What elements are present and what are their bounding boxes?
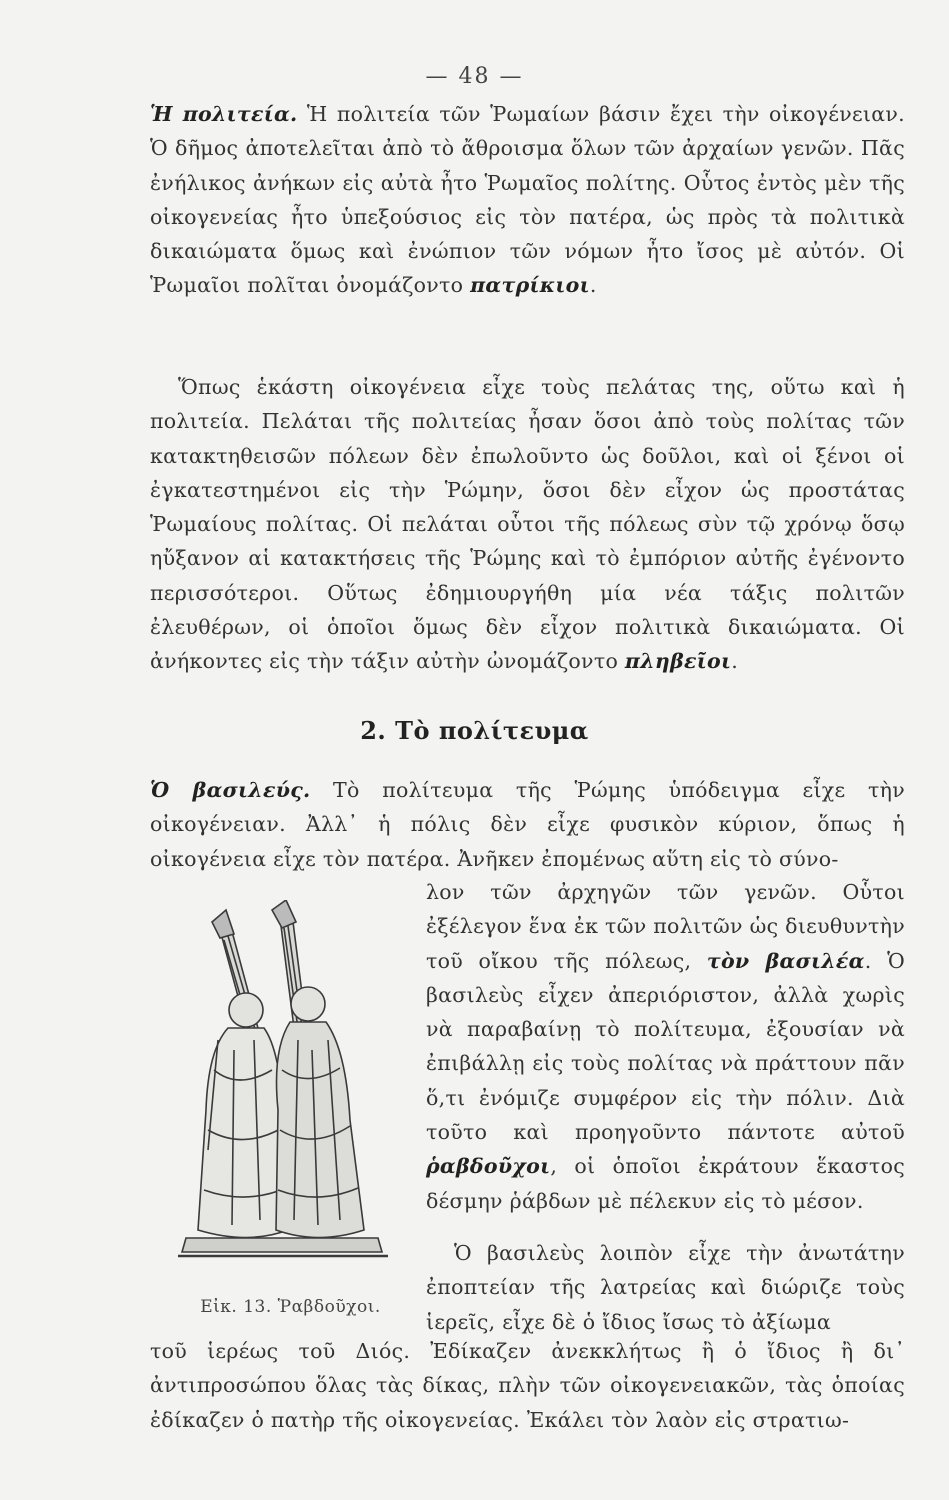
term-plebeians: πληβεῖοι <box>624 649 732 674</box>
section-heading: 2. Τὸ πολίτευμα <box>360 716 589 745</box>
figure-caption: Εἰκ. 13. Ῥαβδοῦχοι. <box>200 1297 381 1317</box>
paragraph-text: τοῦ ἱερέως τοῦ Διός. Ἐδίκαζεν ἀνεκκλήτως ἢ ὁ ἴδιος ἢ δι᾽ ἀντιπροσώπου ὅλας τὰς δίκας, πλὴν τῶν οἰκογενειακῶν, τὰς ὁποίας ἐδίκαζεν ὁ πατὴρ τῆς οἰκογενείας. Ἐκάλει τὸν λαὸν εἰς στρατιω- <box>150 1339 905 1432</box>
paragraph-text: Ὁ βασιλεὺς λοιπὸν εἶχε τὴν ἀνωτάτην ἐποπτείαν τῆς λατρείας καὶ διώριζε τοὺς ἱερεῖς, εἶχε δὲ ὁ ἴδιος ἴσως τὸ ἀξίωμα <box>426 1241 905 1334</box>
paragraph-text: Ὅπως ἑκάστη οἰκογένεια εἶχε τοὺς πελάτας της, οὕτω καὶ ἡ πολιτεία. Πελάται τῆς πολιτείας ἦσαν ὅσοι ἀπὸ τοὺς πολίτας τῶν κατακτηθεισῶν πόλεων δὲν ἐπωλοῦντο ὡς δοῦλοι, καὶ οἱ ξένοι οἱ ἐγκατεστημένοι εἰς τὴν Ῥώμην, ὅσοι δὲν εἶχον ὡς προστάτας Ῥωμαίους πολίτας. Οἱ πελάται οὗτοι τῆς πόλεως σὺν τῷ χρόνῳ ὅσῳ ηὔξανον αἱ κατακτήσεις τῆς Ῥώμης καὶ τὸ ἐμπόριον αὐτῆς ἐγένοντο περισσότεροι. Οὕτως ἐδημιουργήθη μία νέα τάξις πολιτῶν ἐλευθέρων, οἱ ὁποῖοι ὅμως δὲν εἶχον πολιτικὰ δικαιώματα. Οἱ ἀνήκοντες εἰς τὴν τάξιν αὐτὴν ὠνομάζοντο <box>150 375 905 674</box>
paragraph-text: , οἱ ὁποῖοι ἐκράτουν ἕκαστος δέσμην ῥάβδων μὲ πέλεκυν εἰς τὸ μέσον. <box>426 1154 905 1213</box>
paragraph-clients <box>150 370 905 679</box>
page-number: — 48 — <box>425 64 524 89</box>
paragraph-king-side <box>426 875 905 1218</box>
section-lead-politeia: Ἡ πολιτεία. <box>150 102 298 126</box>
section-lead-king: Ὁ βασιλεύς. <box>150 778 311 802</box>
punctuation: . <box>731 649 739 674</box>
paragraph-text: λον τῶν ἀρχηγῶν τῶν γενῶν. Οὗτοι ἐξέλεγον ἕνα ἐκ τῶν πολιτῶν ὡς διευθυντὴν τοῦ οἴκου τῆς πόλεως, <box>426 880 905 973</box>
paragraph-text: . Ὁ βασιλεὺς εἶχεν ἀπεριόριστον, ἀλλὰ χωρὶς νὰ παραβαίνῃ τὸ πολίτευμα, ἐξουσίαν νὰ ἐπιβάλλῃ εἰς τοὺς πολίτας νὰ πράττουν πᾶν ὅ,τι ἐνόμιζε συμφέρον εἰς τὴν πόλιν. Διὰ τοῦτο καὶ προηγοῦντο πάντοτε αὐτοῦ <box>426 948 905 1145</box>
punctuation: . <box>589 273 597 298</box>
term-lictors: ῥαβδοῦχοι <box>426 1154 551 1179</box>
paragraph-text: Τὸ πολίτευμα τῆς Ῥώμης ὑπόδειγμα εἶχε τὴν οἰκογένειαν. Ἀλλ᾽ ἡ πόλις δὲν εἶχε φυσικὸν κύριον, ὅπως ἡ οἰκογένεια εἶχε τὸν πατέρα. Ἀνῆκεν ἐπομένως αὕτη εἰς τὸ σύνο- <box>150 778 906 871</box>
paragraph-text: Ἡ πολιτεία τῶν Ῥωμαίων βάσιν ἔχει τὴν οἰκογένειαν. Ὁ δῆμος ἀποτελεῖται ἀπὸ τὸ ἄθροισμα ὅλων τῶν ἀρχαίων γενῶν. Πᾶς ἐνήλικος ἀνήκων εἰς αὐτὰ ἦτο Ῥωμαῖος πολίτης. Οὗτος ἐντὸς μὲν τῆς οἰκογενείας ἦτο ὑπεξούσιος εἰς τὸν πατέρα, ὡς πρὸς τὰ πολιτικὰ δικαιώματα ὅμως καὶ ἐνώπιον τῶν νόμων ἦτο ἴσος μὲ αὐτόν. Οἱ Ῥωμαῖοι πολῖται ὀνομάζοντο <box>150 102 905 298</box>
paragraph-king-top <box>150 773 905 876</box>
lictors-illustration <box>168 900 404 1285</box>
paragraph-politeia <box>150 97 905 303</box>
paragraph-king-powers-bottom <box>150 1334 905 1437</box>
paragraph-king-powers-side <box>426 1236 905 1339</box>
term-patricians: πατρίκιοι <box>470 273 590 298</box>
term-king: τὸν βασιλέα <box>706 948 865 973</box>
